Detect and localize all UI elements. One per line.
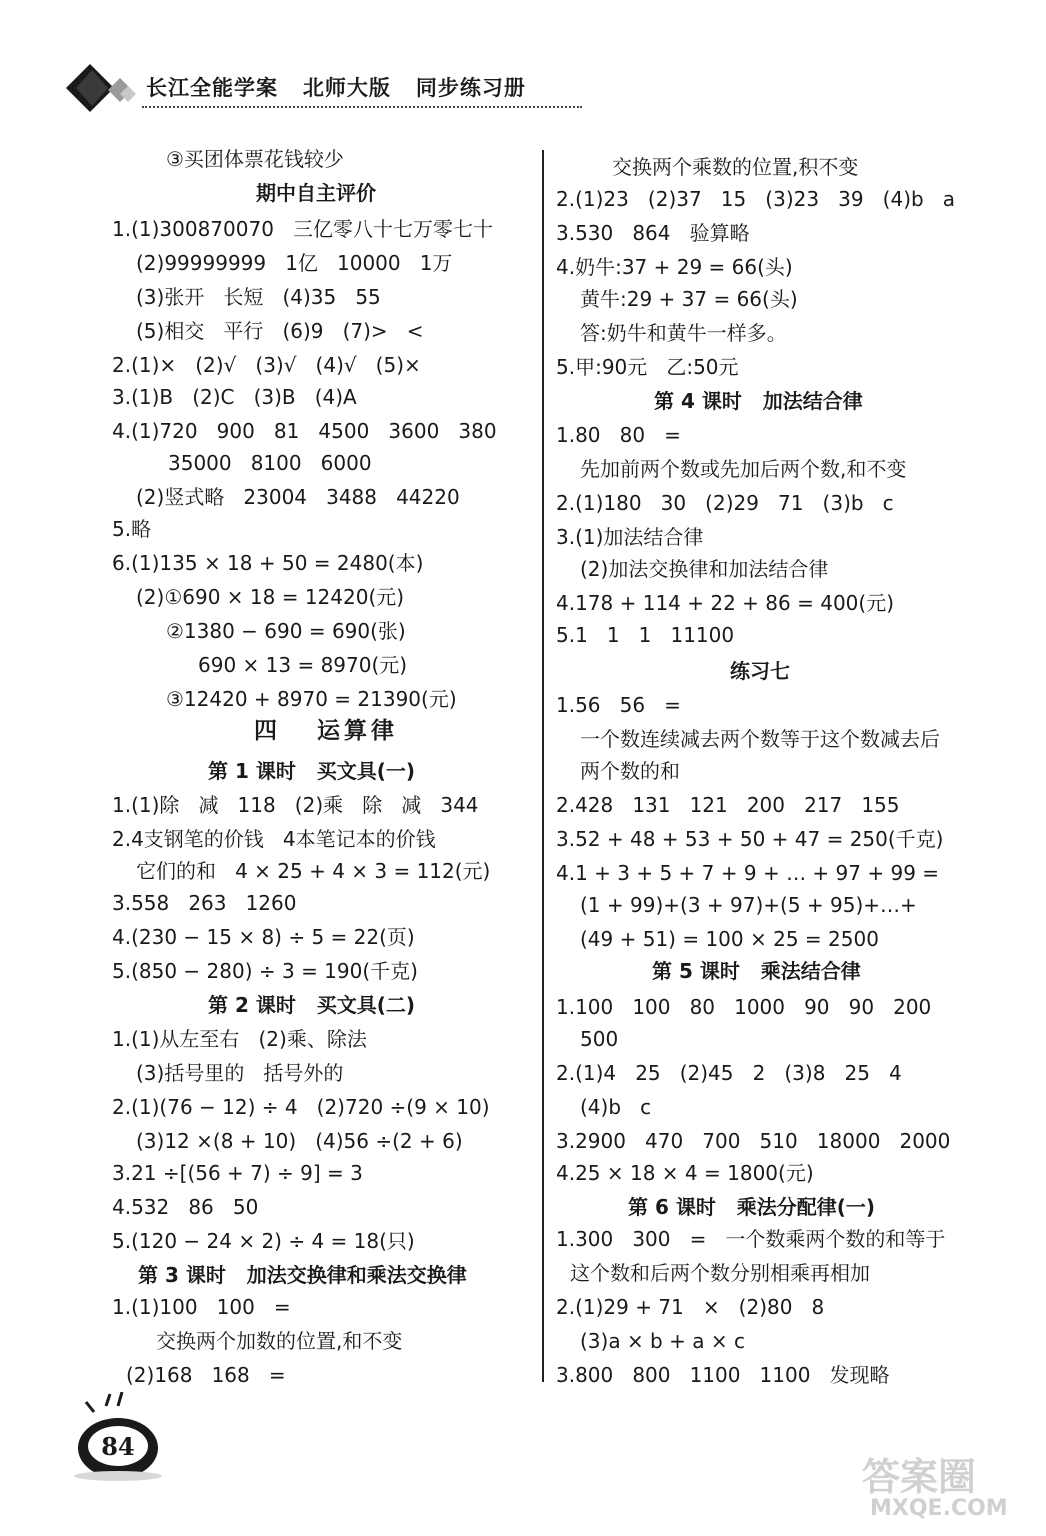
watermark (862, 1446, 1032, 1528)
answer-line: 1.(1)从左至右 (2)乘、除法 (112, 1027, 367, 1051)
section-heading: 期中自主评价 (256, 181, 376, 205)
answer-line: (1 + 99)+(3 + 97)+(5 + 95)+…+ (580, 893, 917, 917)
answer-line: (3)a × b + a × c (580, 1329, 745, 1353)
answer-line: 35000 8100 6000 (168, 451, 372, 475)
answer-line: 3.530 864 验算略 (556, 221, 750, 245)
answer-line: 1.56 56 = (556, 693, 681, 717)
watermark-url: MXQE.COM (870, 1496, 1008, 1521)
answer-line: (49 + 51) = 100 × 25 = 2500 (580, 927, 879, 951)
page-header (62, 60, 532, 122)
answer-line: 3.52 + 48 + 53 + 50 + 47 = 250(千克) (556, 827, 944, 851)
answer-line: ③买团体票花钱较少 (166, 147, 344, 171)
answer-line: 1.80 80 = (556, 423, 681, 447)
answer-line: 4.25 × 18 × 4 = 1800(元) (556, 1161, 814, 1185)
answer-line: 4.178 + 114 + 22 + 86 = 400(元) (556, 591, 894, 615)
answer-line: (2)加法交换律和加法结合律 (580, 557, 829, 581)
answer-line: 6.(1)135 × 18 + 50 = 2480(本) (112, 551, 424, 575)
answer-line: (2)168 168 = (126, 1363, 286, 1387)
answer-line: 一个数连续减去两个数等于这个数减去后 (580, 727, 940, 751)
lesson-heading: 第 4 课时 加法结合律 (654, 389, 863, 413)
answer-line: (3)12 ×(8 + 10) (4)56 ÷(2 + 6) (136, 1129, 463, 1153)
answer-line: (3)括号里的 括号外的 (136, 1061, 344, 1085)
answer-line: 交换两个乘数的位置,积不变 (612, 155, 859, 179)
answer-line: 1.(1)300870070 三亿零八十七万零七十 (112, 217, 494, 241)
watermark-brand: 答案圈 (862, 1455, 977, 1499)
answer-line: 5.略 (112, 517, 152, 541)
answer-line: ③12420 + 8970 = 21390(元) (166, 687, 457, 711)
answer-line: 5.(120 − 24 × 2) ÷ 4 = 18(只) (112, 1229, 415, 1253)
lesson-heading: 第 6 课时 乘法分配律(一) (628, 1195, 876, 1219)
lesson-heading: 第 2 课时 买文具(二) (208, 993, 416, 1017)
answer-line: 先加前两个数或先加后两个数,和不变 (580, 457, 907, 481)
answer-line: 2.(1)4 25 (2)45 2 (3)8 25 4 (556, 1061, 902, 1085)
answer-line: 690 × 13 = 8970(元) (198, 653, 408, 677)
page-number: 84 (101, 1432, 135, 1461)
answer-line: 500 (580, 1027, 619, 1051)
answer-line: 4.532 86 50 (112, 1195, 259, 1219)
lesson-heading: 第 5 课时 乘法结合律 (652, 959, 861, 983)
answer-line: 3.800 800 1100 1100 发现略 (556, 1363, 890, 1387)
section-heading: 练习七 (730, 659, 790, 683)
answer-line: 3.(1)B (2)C (3)B (4)A (112, 385, 357, 409)
book-title: 长江全能学案 北师大版 同步练习册 (146, 76, 526, 100)
answer-line: 1.100 100 80 1000 90 90 200 (556, 995, 932, 1019)
answer-line: 交换两个加数的位置,和不变 (156, 1329, 403, 1353)
answer-line: (2)99999999 1亿 10000 1万 (136, 251, 453, 275)
answer-line: 3.(1)加法结合律 (556, 525, 704, 549)
answer-line: 1.(1)除 减 118 (2)乘 除 减 344 (112, 793, 479, 817)
answer-line: 5.甲:90元 乙:50元 (556, 355, 739, 379)
answer-line: (3)张开 长短 (4)35 55 (136, 285, 381, 309)
answer-line: 4.(1)720 900 81 4500 3600 380 (112, 419, 497, 443)
answer-line: 1.300 300 = 一个数乘两个数的和等于 (556, 1227, 946, 1251)
answer-line: 黄牛:29 + 37 = 66(头) (580, 287, 798, 311)
answer-line: 它们的和 4 × 25 + 4 × 3 = 112(元) (136, 859, 491, 883)
answer-line: 3.2900 470 700 510 18000 2000 (556, 1129, 951, 1153)
diamond-logo-icon (62, 60, 142, 120)
chapter-heading: 四 运算律 (254, 718, 399, 744)
column-divider (542, 150, 544, 1382)
answer-line: 两个数的和 (580, 759, 680, 783)
answer-line: 1.(1)100 100 = (112, 1295, 291, 1319)
answer-line: (2)竖式略 23004 3488 44220 (136, 485, 460, 509)
answer-line: 3.21 ÷[(56 + 7) ÷ 9] = 3 (112, 1161, 363, 1185)
answer-line: 4.奶牛:37 + 29 = 66(头) (556, 255, 793, 279)
answer-line: (4)b c (580, 1095, 652, 1119)
answer-line: 2.(1)23 (2)37 15 (3)23 39 (4)b a (556, 187, 956, 211)
answer-line: 答:奶牛和黄牛一样多。 (580, 321, 787, 345)
answer-line: 2.(1)(76 − 12) ÷ 4 (2)720 ÷(9 × 10) (112, 1095, 490, 1119)
answer-line: 2.428 131 121 200 217 155 (556, 793, 900, 817)
answer-line: 2.4支钢笔的价钱 4本笔记本的价钱 (112, 827, 436, 851)
answer-line: 5.(850 − 280) ÷ 3 = 190(千克) (112, 959, 418, 983)
answer-line: 2.(1)× (2)√ (3)√ (4)√ (5)× (112, 353, 421, 377)
answer-line: 5.1 1 1 11100 (556, 623, 735, 647)
answer-line: 4.(230 − 15 × 8) ÷ 5 = 22(页) (112, 925, 415, 949)
lesson-heading: 第 1 课时 买文具(一) (208, 759, 416, 783)
answer-line: (2)①690 × 18 = 12420(元) (136, 585, 405, 609)
answer-line: 4.1 + 3 + 5 + 7 + 9 + … + 97 + 99 = (556, 861, 940, 885)
lesson-heading: 第 3 课时 加法交换律和乘法交换律 (138, 1263, 467, 1287)
answer-line: 3.558 263 1260 (112, 891, 297, 915)
answer-line: 2.(1)180 30 (2)29 71 (3)b c (556, 491, 894, 515)
answer-line: 这个数和后两个数分别相乘再相加 (570, 1261, 870, 1285)
header-dotted-rule (142, 106, 582, 108)
answer-line: 2.(1)29 + 71 × (2)80 8 (556, 1295, 825, 1319)
answer-line: (5)相交 平行 (6)9 (7)> < (136, 319, 424, 343)
answer-line: ②1380 − 690 = 690(张) (166, 619, 406, 643)
